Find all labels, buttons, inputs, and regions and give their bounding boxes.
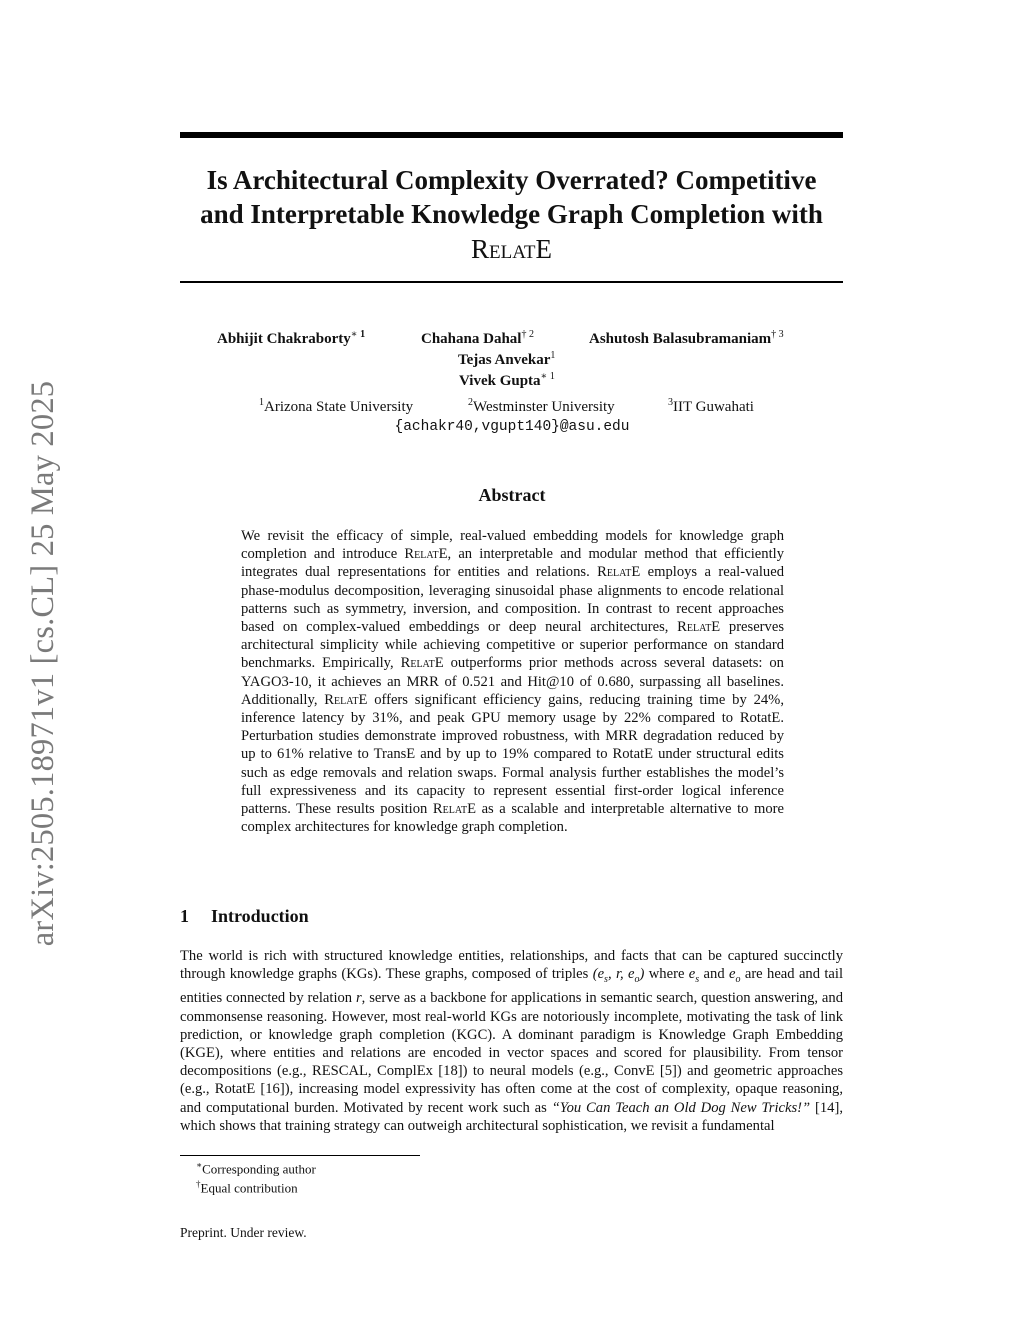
paper-title	[150, 163, 873, 266]
arxiv-identifier	[10, 366, 78, 960]
affiliation-1: $^1$Arizona State University	[259, 397, 414, 415]
title-line-1: Is Architectural Complexity Overrated? Competitive	[206, 165, 817, 195]
triple-notation: ($e_s$, r, $e_o$)	[592, 966, 645, 986]
author-name: Abhijit Chakraborty	[217, 331, 351, 347]
author-name: Vivek Gupta	[459, 373, 541, 389]
preprint-note: Preprint. Under review.	[180, 1225, 307, 1240]
title-line-2: and Interpretable Knowledge Graph Completion with	[200, 199, 823, 229]
contact-email: {achakr40,vgupt140}@asu.edu	[394, 419, 630, 435]
affiliation-2: $^2$Westminster University	[468, 397, 615, 415]
affiliation-3: $^3$IIT Guwahati	[668, 397, 754, 415]
footnote-rule	[180, 1155, 420, 1156]
introduction-paragraph: The world is rich with structured knowledge entities, relationships, and facts that can be captured succinctly through knowledge graphs (KGs). These graphs, composed of triples ($e_s$, r, $e_o$) where $e_s$ and $e_o$ are head and tail entities connected by relation r, serve as a backbone for applications in semantic search, question answering, and commonsense reasoning. However, most real-world KGs are notoriously incomplete, motivating the task of link prediction, or knowledge graph completion (KGC). A dominant paradigm is Knowledge Graph Embedding (KGE), where entities and relations are encoded in vector spaces and scored for plausibility. From tensor decompositions (e.g., RESCAL, ComplEx [18]) to neural models (e.g., ConvE [5]) and geometric approaches (e.g., RotatE [16]), increasing model expressivity has often come at the cost of complexity, opaque reasoning, and computational burden. Motivated by recent work such as “You Can Teach an Old Dog New Tricks!” [14], which shows that training strategy can outweigh architectural sophistication, we revisit a fundamental	[180, 948, 844, 1134]
tail-entity-symbol: $e_o$	[729, 966, 741, 986]
author-abhijit: Abhijit Chakraborty$^{∗ 1}$	[217, 329, 366, 347]
footnote-equal-contribution: †Equal contribution	[196, 1179, 298, 1196]
author-tejas: Tejas Anvekar$^1$	[458, 350, 556, 368]
author-vivek: Vivek Gupta$^{∗ 1}$	[459, 371, 555, 389]
title-top-rule	[180, 132, 843, 138]
author-name: Tejas Anvekar	[458, 352, 551, 368]
arxiv-identifier-text: arXiv:2505.18971v1 [cs.CL] 25 May 2025	[25, 380, 62, 946]
abstract-text: We revisit the efficacy of simple, real-valued embedding models for knowledge graph completion and introduce RelatE, an interpretable and modular method that efficiently integrates dual representations for entities and relations. RelatE employs a real-valued phase-modulus decomposition, leveraging sinusoidal phase alignments to encode relational patterns such as symmetry, inversion, and composition. In contrast to recent approaches based on complex-valued embeddings or deep neural architectures, RelatE preserves architectural simplicity while achieving competitive or superior performance on standard benchmarks. Empirically, RelatE outperforms prior methods across several datasets: on YAGO3-10, it achieves an MRR of 0.521 and Hit@10 of 0.680, surpassing all baselines. Additionally, RelatE offers significant efficiency gains, reducing training time by 24%, inference latency by 31%, and peak GPU memory usage by 22% compared to RotatE. Perturbation studies demonstrate improved robustness, with MRR degradation reduced by up to 61% relative to TransE and by up to 19% compared to RotatE under structural edits such as edge removals and relation swaps. Formal analysis further establishes the model’s full expressiveness and its capacity to represent essential first-order logical inference patterns. These results position RelatE as a scalable and interpretable alternative to more complex architectures for knowledge graph completion.	[241, 528, 784, 836]
section-title: Introduction	[211, 906, 309, 926]
author-ashutosh: Ashutosh Balasubramaniam$^{\dagger 3}$	[589, 329, 784, 347]
footnote-corresponding: ∗Corresponding author	[196, 1160, 316, 1177]
abstract-heading: Abstract	[478, 485, 546, 505]
author-name: Chahana Dahal	[421, 331, 522, 347]
author-chahana: Chahana Dahal$^{\dagger 2}$	[421, 329, 534, 347]
section-heading-introduction	[180, 906, 309, 927]
author-name: Ashutosh Balasubramaniam	[589, 331, 772, 347]
head-entity-symbol: $e_s$	[688, 966, 700, 986]
relation-symbol: r	[355, 990, 362, 1007]
section-number: 1	[180, 906, 189, 926]
title-method-name: RelatE	[471, 234, 552, 264]
cited-title: “You Can Teach an Old Dog New Tricks!”	[551, 1099, 811, 1116]
title-bottom-rule	[180, 281, 843, 283]
